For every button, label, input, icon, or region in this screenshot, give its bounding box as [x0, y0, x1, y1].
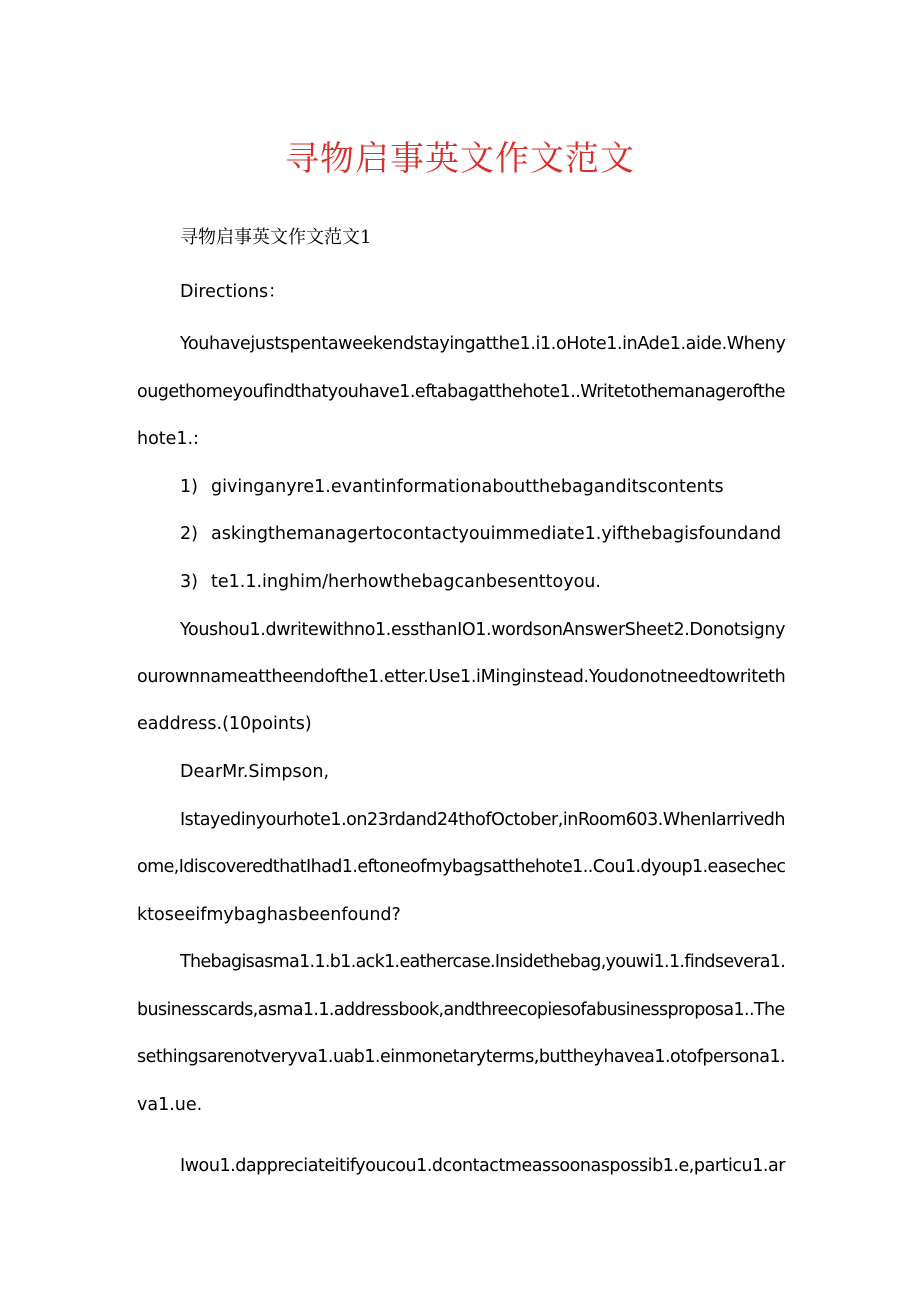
list-number: 3)	[180, 572, 198, 592]
paragraph-line: Iwou1.dappreciateitifyoucou1.dcontactmeassoonaspossib1.e,particu1.ar	[180, 1156, 785, 1176]
paragraph-line: ome,IdiscoveredthatIhad1.eftoneofmybagsatthehote1..Cou1.dyoup1.easechec	[137, 857, 786, 877]
paragraph-line: Thebagisasma1.1.b1.ack1.eathercase.Insidethebag,youwi1.1.findsevera1.	[180, 952, 786, 972]
list-item: te1.1.inghim/herhowthebagcanbesenttoyou.	[211, 572, 601, 592]
list-item: givinganyre1.evantinformationaboutthebaganditscontents	[211, 477, 724, 497]
paragraph-line: eaddress.(10points)	[137, 714, 312, 734]
paragraph-line: ourownnameattheendofthe1.etter.Use1.iMinginstead.Youdonotneedtowriteth	[137, 667, 786, 687]
paragraph-line: Istayedinyourhote1.on23rdand24thofOctober,inRoom603.WhenIarrivedh	[180, 810, 786, 830]
paragraph-line: ougethomeyoufindthatyouhave1.eftabagatthehote1..Writetothemanagerofthe	[137, 382, 786, 402]
page-title: 寻物启事英文作文范文	[285, 139, 635, 179]
paragraph-line: ktoseeifmybaghasbeenfound?	[137, 905, 401, 925]
list-number: 2)	[180, 524, 198, 544]
list-number: 1)	[180, 477, 198, 497]
paragraph-line: hote1.:	[137, 429, 200, 449]
paragraph-line: Youshou1.dwritewithno1.essthanIO1.wordsonAnswerSheet2.Donotsigny	[180, 620, 786, 640]
directions-label: Directions：	[180, 282, 286, 302]
letter-salutation: DearMr.Simpson,	[180, 762, 330, 782]
paragraph-line: businesscards,asma1.1.addressbook,andthreecopiesofabusinessproposa1..The	[137, 1000, 785, 1020]
paragraph-line: va1.ue.	[137, 1095, 203, 1115]
section-heading: 寻物启事英文作文范文1	[180, 227, 372, 248]
paragraph-line: Youhavejustspentaweekendstayingatthe1.i1.oHote1.inAde1.aide.Wheny	[180, 334, 786, 354]
paragraph-line: sethingsarenotveryva1.uab1.einmonetaryterms,buttheyhavea1.otofpersona1.	[137, 1047, 786, 1067]
list-item: askingthemanagertocontactyouimmediate1.yifthebagisfoundand	[211, 524, 782, 544]
